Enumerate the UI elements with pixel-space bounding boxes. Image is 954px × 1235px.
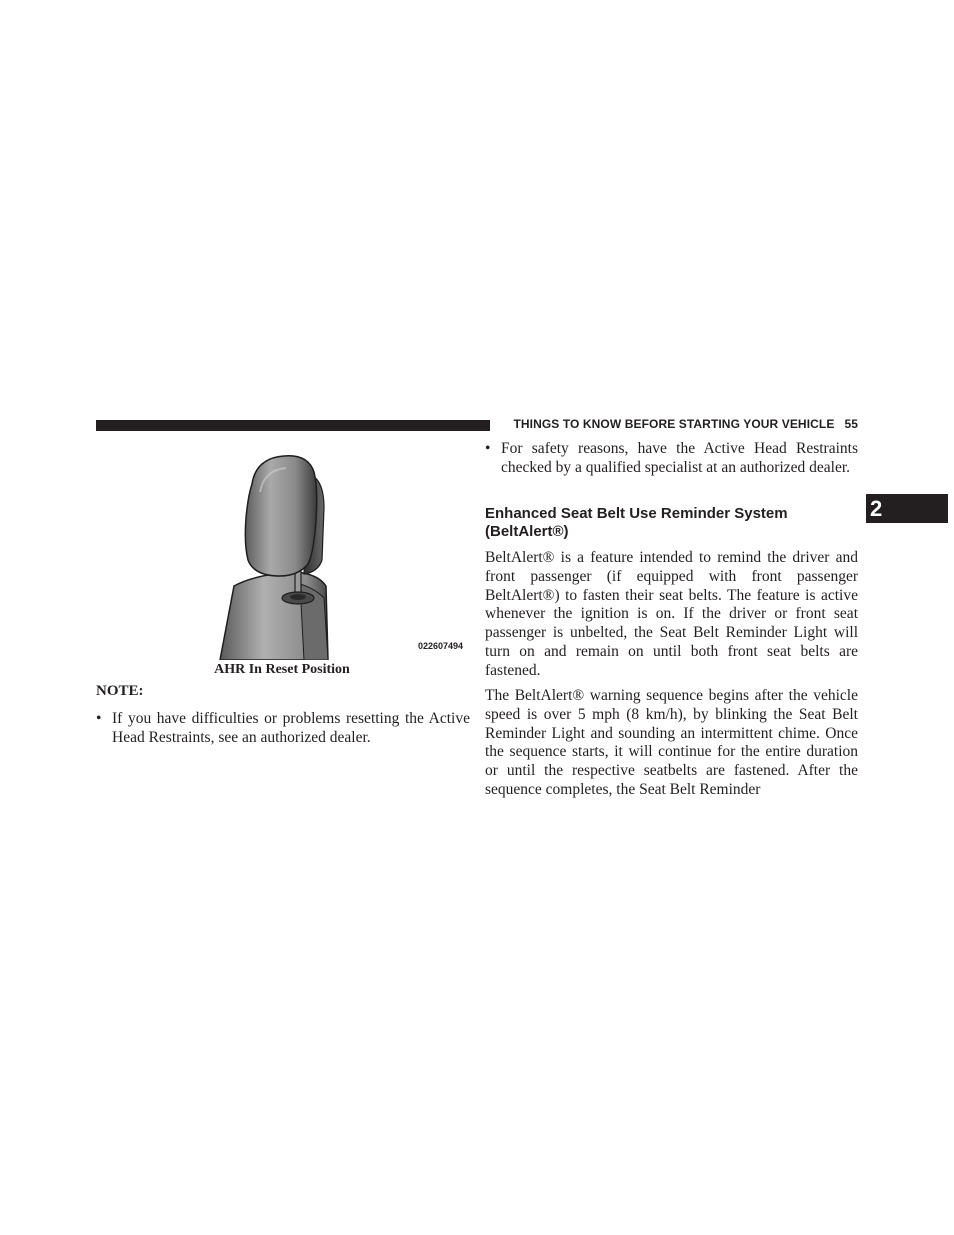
header-rule (96, 420, 490, 431)
paragraph-warning-sequence: The BeltAlert® warning sequence begins after the vehicle speed is over 5 mph (8 km/h), by blinking the Seat Belt Reminder Light and sounding an intermittent chime. Once the sequence starts, it will continue for the entire duration or until the respective seatbelts are fastened. After the sequence completes, the Seat Belt Reminder (485, 687, 858, 798)
page-number: 55 (844, 417, 858, 431)
head-restraint-illustration (200, 448, 472, 660)
figure-id: 022607494 (418, 641, 464, 651)
header-title: THINGS TO KNOW BEFORE STARTING YOUR VEHICLE (513, 417, 835, 431)
note-bullet (96, 709, 470, 747)
section-heading: Enhanced Seat Belt Use Reminder System (BeltAlert®) (485, 505, 788, 540)
safety-bullet-text: For safety reasons, have the Active Head Restraints checked by a qualified specialist at an authorized dealer. (501, 440, 858, 476)
note-label: NOTE: (96, 683, 144, 699)
safety-bullet (485, 439, 858, 477)
note-bullet-text: If you have difficulties or problems resetting the Active Head Restraints, see an authorized dealer. (112, 710, 470, 746)
figure-caption: AHR In Reset Position (214, 662, 350, 677)
bullet-dot: • (96, 710, 102, 727)
bullet-dot: • (485, 440, 491, 457)
running-header (498, 417, 858, 433)
paragraph-beltalert-intro: BeltAlert® is a feature intended to remind the driver and front passenger (if equipped with front passenger BeltAlert®) to fasten their seat belts. The feature is active whenever the ignition is on. If the driver or front seat passenger is unbelted, the Seat Belt Reminder Light will turn on and remain on until both front seat belts are fastened. (485, 549, 858, 679)
chapter-tab: 2 (866, 494, 948, 523)
